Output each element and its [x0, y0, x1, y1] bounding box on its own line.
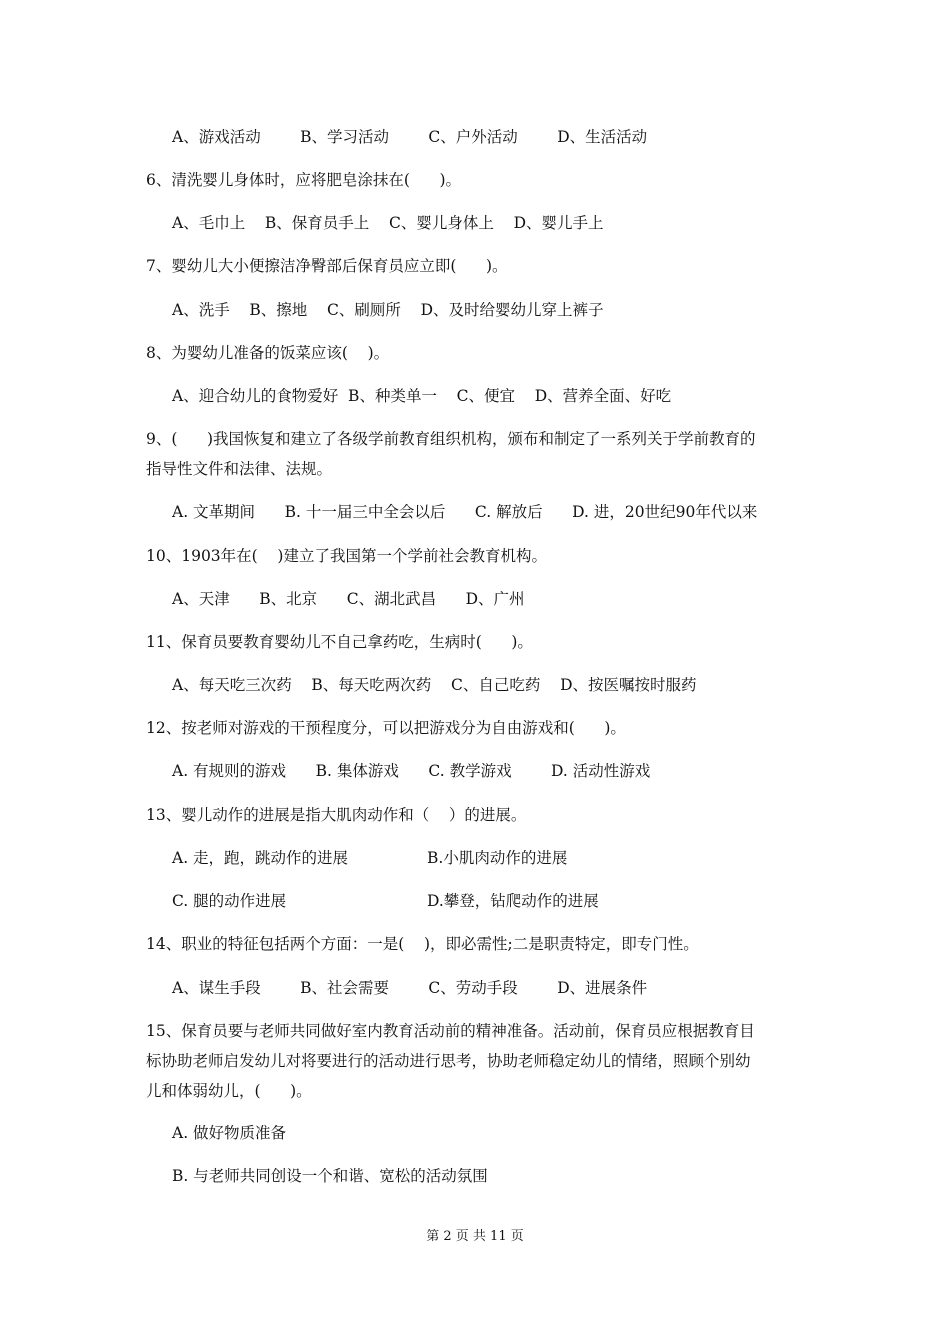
q7-options: A、洗手 B、擦地 C、刷厕所 D、及时给婴幼儿穿上裤子 [172, 301, 604, 319]
q12-options: A. 有规则的游戏 B. 集体游戏 C. 教学游戏 D. 活动性游戏 [172, 762, 651, 780]
q12-stem: 12、按老师对游戏的干预程度分，可以把游戏分为自由游戏和( )。 [146, 719, 626, 737]
page-footer: 第 2 页 共 11 页 [426, 1229, 524, 1244]
q11-options: A、每天吃三次药 B、每天吃两次药 C、自己吃药 D、按医嘱按时服药 [172, 676, 697, 694]
q13-option-a: A. 走，跑，跳动作的进展 [172, 849, 349, 867]
q10-options: A、天津 B、北京 C、湖北武昌 D、广州 [172, 590, 525, 608]
q15-stem-line2: 标协助老师启发幼儿对将要进行的活动进行思考，协助老师稳定幼儿的情绪，照顾个别幼 [146, 1052, 751, 1070]
q10-stem: 10、1903年在( )建立了我国第一个学前社会教育机构。 [146, 547, 547, 565]
q13-option-d: D.攀登，钻爬动作的进展 [427, 892, 599, 910]
q7-stem: 7、婴幼儿大小便擦洁净臀部后保育员应立即( )。 [146, 257, 508, 275]
q8-stem: 8、为婴幼儿准备的饭菜应该( )。 [146, 344, 390, 362]
q14-options: A、谋生手段 B、社会需要 C、劳动手段 D、进展条件 [172, 979, 648, 997]
q9-options: A. 文革期间 B. 十一届三中全会以后 C. 解放后 D. 进，20世纪90年代以来 [172, 503, 758, 521]
q8-options: A、迎合幼儿的食物爱好 B、种类单一 C、便宜 D、营养全面、好吃 [172, 387, 672, 405]
q11-stem: 11、保育员要教育婴幼儿不自己拿药吃，生病时( )。 [146, 633, 533, 651]
q5-options: A、游戏活动 B、学习活动 C、户外活动 D、生活活动 [172, 128, 648, 146]
q6-stem: 6、清洗婴儿身体时，应将肥皂涂抹在( )。 [146, 171, 462, 189]
q15-option-b: B. 与老师共同创设一个和谐、宽松的活动氛围 [172, 1167, 488, 1185]
q15-option-a: A. 做好物质准备 [172, 1124, 287, 1142]
q15-stem-line1: 15、保育员要与老师共同做好室内教育活动前的精神准备。活动前，保育员应根据教育目 [146, 1022, 755, 1040]
q15-stem-line3: 儿和体弱幼儿，( )。 [146, 1082, 312, 1100]
q9-stem-line1: 9、( )我国恢复和建立了各级学前教育组织机构，颁布和制定了一系列关于学前教育的 [146, 430, 756, 448]
q6-options: A、毛巾上 B、保育员手上 C、婴儿身体上 D、婴儿手上 [172, 214, 604, 232]
q13-option-b: B.小肌肉动作的进展 [427, 849, 568, 867]
q9-stem-line2: 指导性文件和法律、法规。 [146, 460, 333, 478]
q14-stem: 14、职业的特征包括两个方面：一是( )，即必需性;二是职责特定，即专门性。 [146, 935, 699, 953]
q13-stem: 13、婴儿动作的进展是指大肌肉动作和（ ）的进展。 [146, 806, 527, 824]
q13-option-c: C. 腿的动作进展 [172, 892, 287, 910]
